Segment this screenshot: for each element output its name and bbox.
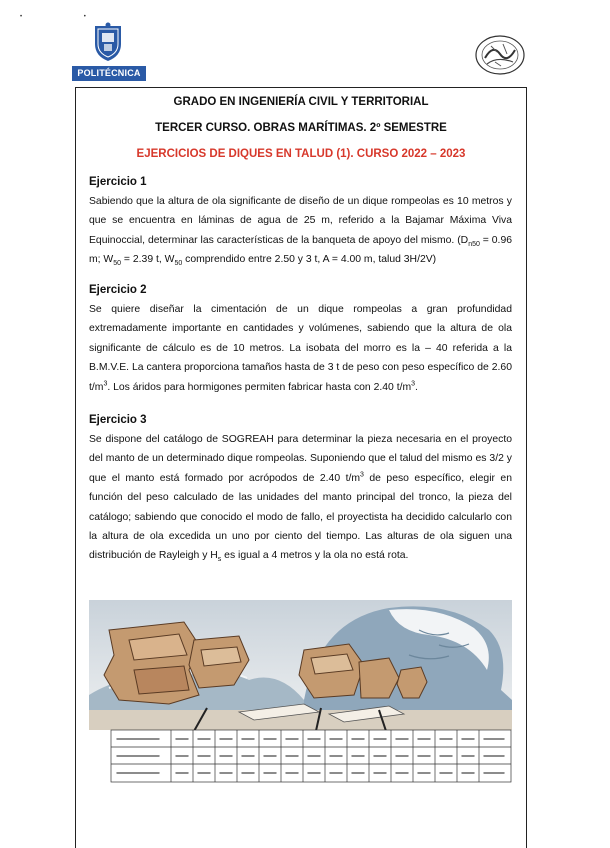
- logo-label: POLITÉCNICA: [72, 66, 146, 81]
- exercise-3-title: Ejercicio 3: [89, 414, 147, 426]
- exercises-title: EJERCICIOS DE DIQUES EN TALUD (1). CURSO 2022 – 2023: [136, 148, 466, 160]
- exercise-2-title: Ejercicio 2: [89, 284, 147, 296]
- course-title: TERCER CURSO. OBRAS MARÍTIMAS. 2º SEMESTRE: [155, 122, 447, 134]
- sogreah-catalog-illustration: [89, 600, 512, 783]
- scan-marks: • •: [20, 14, 116, 20]
- upm-logo: [72, 22, 146, 82]
- school-seal-icon: [473, 34, 527, 76]
- degree-title: GRADO EN INGENIERÍA CIVIL Y TERRITORIAL: [173, 96, 429, 108]
- university-crest-icon: [92, 22, 124, 62]
- exercise-2-text: Se quiere diseñar la cimentación de un dique rompeolas a gran profundidad extremadamente importante en cantidades y volúmenes, sabiendo que la altura de ola significante de cálculo es de 10 metros. La isobata del morro es la – 40 referida a la B.M.V.E. La cantera proporciona tamaños hasta de 3 t de peso con peso específico de 2.60 $t/m^3$. Los áridos para hormigones permiten fabricar hasta con 2.40 $t/m^3$.: [89, 304, 512, 393]
- exercise-1-title: Ejercicio 1: [89, 176, 147, 188]
- exercise-3-text: Se dispone del catálogo de SOGREAH para determinar la pieza necesaria en el proyecto del manto de un determinado dique rompeolas. Suponiendo que el talud del mismo es 3/2 y que el manto está formado por acrópodos de 2.40 $t/m^3$ de peso específico, elegir en función del peso calculado de las unidades del manto principal del tronco, la pieza del catálogo; sabiendo que conocido el modo de fallo, el proyectista ha decidido calcularlo con la altura de ola excedida un uno por ciento del tiempo. Las alturas de ola siguen una distribución de Rayleigh y $H_s$ es igual a 4 metros y la ola no está rota.: [89, 434, 512, 564]
- exercise-1-text: Sabiendo que la altura de ola significante de diseño de un dique rompeolas es 10 metros y que se encuentra en láminas de agua de 25 m, referido a la Bajamar Máxima Viva Equinoccial, determinar las características de la banqueta de apoyo del mismo. ($D_{n50} = 0.96$ m; $W_{50} = 2.39$ t, $W_{50}$ comprendido entre 2.50 y 3 t, A = 4.00 m, talud 3H/2V): [89, 196, 512, 268]
